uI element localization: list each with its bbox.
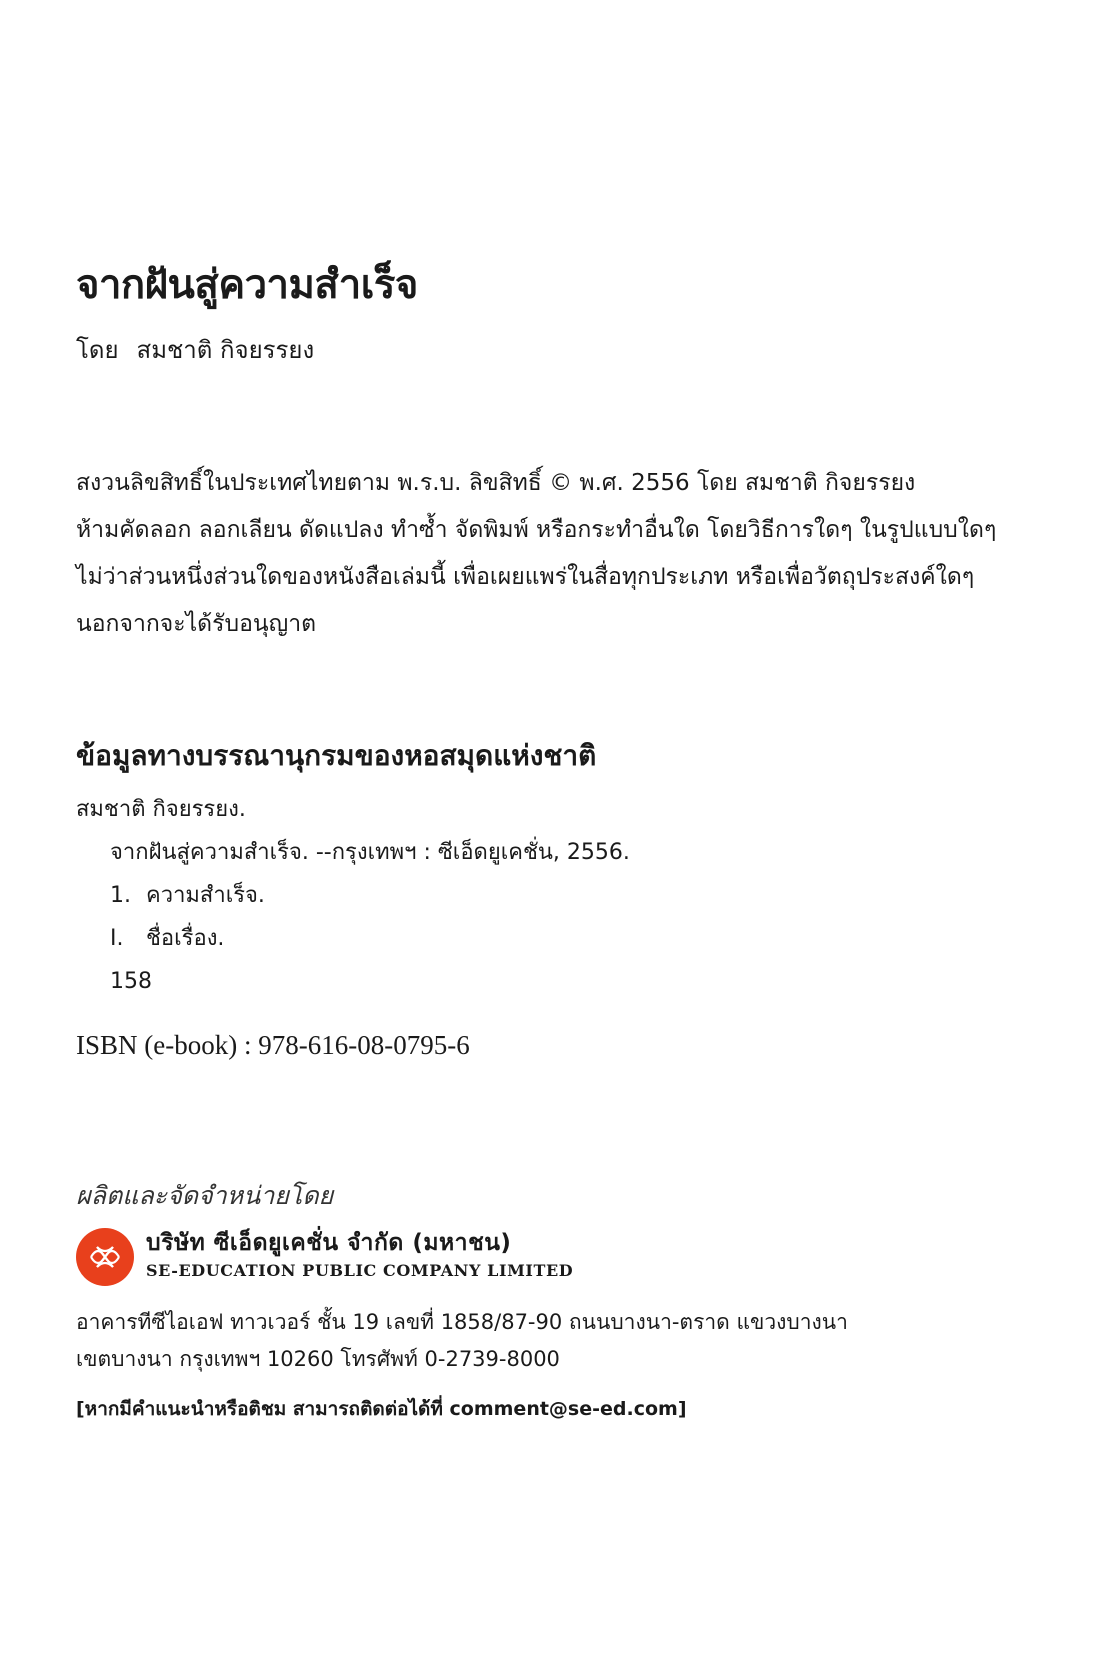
cip-subject-number: 1. xyxy=(110,883,131,908)
cip-title-entry: จากฝันสู่ความสำเร็จ. --กรุงเทพฯ : ซีเอ็ดยูเคชั่น, 2556. xyxy=(110,840,630,865)
copyright-line: ห้ามคัดลอก ลอกเลียน ดัดแปลง ทำซ้ำ จัดพิมพ์ หรือกระทำอื่นใด โดยวิธีการใดๆ ในรูปแบบใดๆ xyxy=(76,517,997,543)
publisher-address xyxy=(76,1304,848,1378)
publisher-name-thai: บริษัท ซีเอ็ดยูเคชั่น จำกัด (มหาชน) xyxy=(146,1230,512,1256)
by-label: โดย xyxy=(76,336,119,364)
copyright-notice xyxy=(76,460,1066,648)
address-line: เขตบางนา กรุงเทพฯ 10260 โทรศัพท์ 0-2739-8000 xyxy=(76,1347,560,1371)
book-title: จากฝันสู่ความสำเร็จ xyxy=(76,262,418,308)
cip-class-number: 158 xyxy=(110,969,152,994)
cip-author-entry: สมชาติ กิจยรรยง. xyxy=(76,797,246,822)
cip-heading: ข้อมูลทางบรรณานุกรมของหอสมุดแห่งชาติ xyxy=(76,739,597,772)
cip-subject: ความสำเร็จ. xyxy=(146,883,265,908)
se-ed-logo-icon xyxy=(76,1228,134,1286)
cip-subject-row xyxy=(76,874,630,917)
cip-title-row xyxy=(76,917,630,960)
copyright-line: นอกจากจะได้รับอนุญาต xyxy=(76,611,317,637)
feedback-contact: [หากมีคำแนะนำหรือติชม สามารถติดต่อได้ที่ comment@se-ed.com] xyxy=(76,1398,687,1420)
isbn: ISBN (e-book) : 978-616-08-0795-6 xyxy=(76,1030,470,1060)
cip-title-number: I. xyxy=(110,926,124,951)
publisher-names xyxy=(146,1228,573,1284)
copyright-line: ไม่ว่าส่วนหนึ่งส่วนใดของหนังสือเล่มนี้ เพื่อเผยแพร่ในสื่อทุกประเภท หรือเพื่อวัตถุประสงค์ใดๆ xyxy=(76,564,975,590)
publisher-name-english: SE-EDUCATION PUBLIC COMPANY LIMITED xyxy=(146,1261,574,1280)
produced-by-label: ผลิตและจัดจำหน่ายโดย xyxy=(76,1181,334,1210)
author-name: สมชาติ กิจยรรยง xyxy=(136,336,315,364)
cip-record xyxy=(76,788,630,1003)
byline xyxy=(76,330,314,369)
copyright-line: สงวนลิขสิทธิ์ในประเทศไทยตาม พ.ร.บ. ลิขสิทธิ์ © พ.ศ. 2556 โดย สมชาติ กิจยรรยง xyxy=(76,470,916,496)
address-line: อาคารทีซีไอเอฟ ทาวเวอร์ ชั้น 19 เลขที่ 1858/87-90 ถนนบางนา-ตราด แขวงบางนา xyxy=(76,1310,848,1334)
cip-title-added: ชื่อเรื่อง. xyxy=(146,926,225,951)
